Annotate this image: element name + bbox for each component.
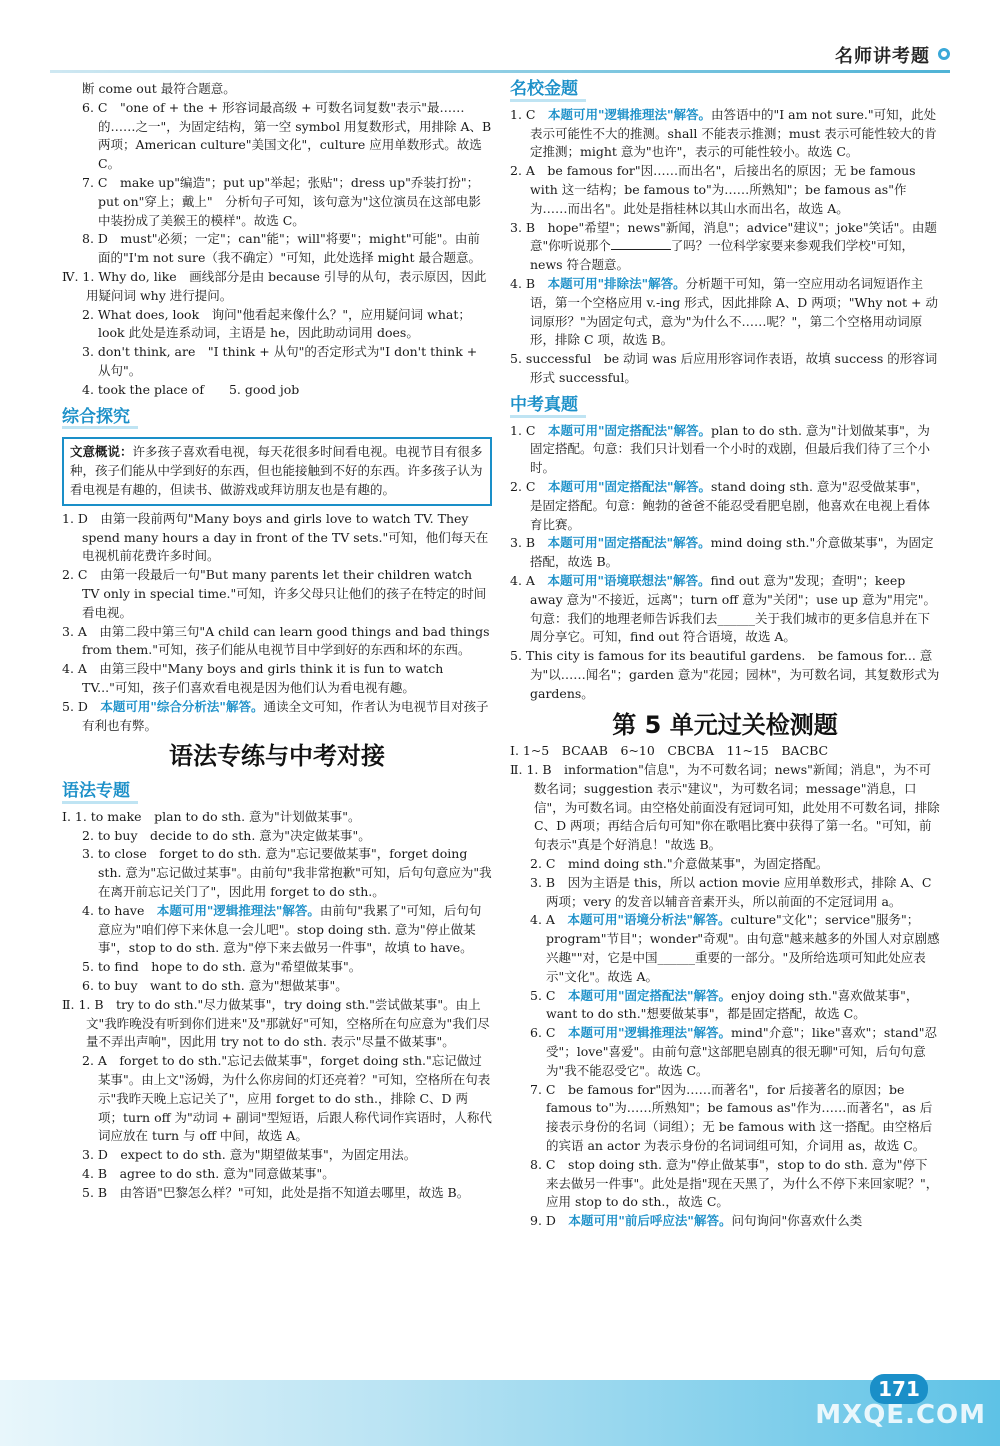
method-highlight: 本题可用"固定搭配法"解答。 [547,535,711,551]
method-highlight: 本题可用"排除法"解答。 [547,275,686,291]
answer-item: 2. A be famous for"因……而出名"，后接出名的原因；无 be famous with 这一结构；be famous to"为……所熟知"；be famous as"作为……而出名"。此处是指桂林以其山水而出名，故选 A。 [510,163,916,216]
mingxiao-answers [510,106,940,219]
answer-5: 5. D 本题可用"综合分析法"解答。通读全文可知，作者认为电视节目对孩子有利也有弊。 [62,698,489,733]
grammar-answers-2 [62,958,492,1202]
answer-item: Ⅰ. 1. to make plan to do sth. 意为"计划做某事"。 [62,808,361,824]
answer-item: 2. C 由第一段最后一句"But many parents let their children watch TV only in special time."可知，许多父母只让他们的孩子在特定的时间看电视。 [62,567,487,620]
answer-item: Ⅱ. 1. B information"信息"，为不可数名词；news"新闻；消息"，为不可数名词；suggestion 表示"建议"，为可数名词；message"消息，口信"，为可数名词。由空格处前面没有冠词可知，此处用不可数名词，排除 C、D 两项；再结合后句可知"你在歌唱比赛中获得了第一名。"可知，前句表示"真是个好消息！"故选 B。 [510,762,940,853]
method-highlight: 本题可用"语境联想法"解答。 [547,572,711,588]
answer-item: 2. C mind doing sth."介意做某事"，为固定搭配。 [530,856,829,872]
grammar-answers [62,808,492,902]
answer-item: 8. D must"必须；一定"；can"能"；will"将要"；might"可能"。由前面的"I'm not sure（我不确定）"可知，此处选择 might 最合题意。 [82,231,481,266]
page-header [0,0,1000,80]
answer-item: Ⅳ. 1. Why do, like 画线部分是由 because 引导的从句，表示原因，因此用疑问词 why 进行提问。 [62,268,487,303]
left-column [62,80,492,1203]
answer-item: 4. A 本题可用"语境联想法"解答。find out 意为"发现；查明"；keep away 意为"不接近，远离"；turn off 意为"关闭"；use up 意为"用完"。句意：我们的地理老师告诉我们去______关于我们城市的更多信息并在下周分享它。可知，find out 符合语境，故选 A。 [510,572,936,645]
answer-item: 5. to find hope to do sth. 意为"希望做某事"。 [82,959,362,975]
answer-item: 2. to buy decide to do sth. 意为"决定做某事"。 [82,827,371,843]
answer-item: 2. A forget to do sth."忘记去做某事"，forget doing sth."忘记做过某事"。由上文"汤姆，为什么你房间的灯还亮着？"可知，空格所在句表示"我昨天晚上忘记关了"，应用 forget to do sth.，排除 C、D 两项；turn off 为"动词 + 副词"型短语，后跟人称代词作宾语时，人称代词应放在 turn 与 off 中间，故选 A。 [82,1053,492,1144]
section-heading-zonghe: 综合探究 [62,408,138,430]
method-highlight: 本题可用"综合分析法"解答。 [100,698,264,714]
reading-answers [62,510,492,698]
answer-item: 断 come out 最符合题意。 [82,81,236,96]
left-top-answers [62,80,492,400]
answer-item: Ⅰ. 1~5 BCAAB 6~10 CBCBA 11~15 BACBC [510,743,829,759]
answer-item: 3. A 由第二段中第三句"A child can learn good things and bad things from them."可知，孩子们能从电视节目中学到好的东西和坏的东西。 [62,623,490,658]
answer-item: 1. C 本题可用"固定搭配法"解答。plan to do sth. 意为"计划做某事"，为固定搭配。句意：我们只计划看一个小时的戏剧，但最后我们待了三个小时。 [510,422,931,476]
answer-item: 6. C 本题可用"逻辑推理法"解答。mind"介意"；like"喜欢"；stand"忍受"；love"喜爱"。由前句意"这部肥皂剧真的很无聊"可知，后句句意为"我不能忍受它"。故选 C。 [530,1025,938,1078]
method-highlight: 本题可用"固定搭配法"解答。 [547,422,711,438]
section-big-title: 语法专练与中考对接 [169,742,385,771]
answer-item: 3. B 本题可用"固定搭配法"解答。mind doing sth."介意做某事"，为固定搭配，故选 B。 [510,535,934,570]
method-highlight: 本题可用"逻辑推理法"解答。 [547,106,711,122]
answer-item: 5. C 本题可用"固定搭配法"解答。enjoy doing sth."喜欢做某事"，want to do sth."想要做某事"，都是固定搭配，故选 C。 [530,987,919,1022]
summary-box [62,437,492,505]
answer-item: 1. D 由第一段前两句"Many boys and girls love to watch TV. They spend many hours a day in front of the TV sets."可知，他们每天在电视机前花费许多时间。 [62,510,489,564]
answer-item: 3. D expect to do sth. 意为"期望做某事"，为固定用法。 [82,1147,417,1163]
mingxiao-item-5: 5. successful be 动词 was 后应用形容词作表语，故填 success 的形容词形式 successful。 [510,351,938,385]
answer-item: 7. C make up"编造"；put up"举起；张贴"；dress up"乔装打扮"；put on"穿上；戴上" 分析句子可知，该句意为"这位演员在这部电影中装扮成了美猴王的模样"。故选 C。 [82,174,481,228]
answer-item: 8. C stop doing sth. 意为"停止做某事"，stop to do sth. 意为"停下来去做另一件事"。此处是指"现在天黑了，为什么不停下来回家呢？"，应用 stop to do sth.，故选 C。 [530,1156,939,1210]
answer-item: 5. B 由答语"巴黎怎么样？"可知，此处是指不知道去哪里，故选 B。 [82,1184,470,1200]
answer-item: 3. to close forget to do sth. 意为"忘记要做某事"，forget doing sth. 意为"忘记做过某事"。由前句"我非常抱歉"可知，后句句意应为"我在离开前忘记关门了"，因此用 forget to do sth.。 [82,846,492,900]
header-dot-icon [938,48,950,60]
section-heading-grammar: 语法专题 [62,782,138,804]
answer-item: 4. A 由第三段中"Many boys and girls think it is fun to watch TV..."可知，孩子们喜欢看电视是因为他们认为看电视有趣。 [62,661,444,695]
method-highlight: 本题可用"前后呼应法"解答。 [568,1213,732,1229]
method-highlight: 本题可用"逻辑推理法"解答。 [156,902,320,918]
section-heading-zhongkao: 中考真题 [510,396,586,418]
answer-item: 1. C 本题可用"逻辑推理法"解答。由答语中的"I am not sure."可知，此处表示可能性不大的推测。shall 不能表示推测；must 表示可能性较大的肯定推测；might 意为"也许"，表示的可能性较小。故选 C。 [510,106,937,160]
right-column [510,80,940,1231]
answer-item: 2. C 本题可用"固定搭配法"解答。stand doing sth. 意为"忍受做某事"，是固定搭配。句意：鲍勃的爸爸不能忍受看肥皂剧，他喜欢在电视上看体育比赛。 [510,478,931,532]
answer-item: 3. B 因为主语是 this，所以 action movie 应用单数形式，排除 A、C 两项；very 的发音以辅音音素开头，所以前面的不定冠词用 a。 [530,874,932,909]
answer-item: 4. A 本题可用"语境分析法"解答。culture"文化"；service"服务"；program"节目"；wonder"奇观"。由句意"越来越多的外国人对京剧感兴趣""对，它是中国______重要的一部分。"及所给选项可知此处应表示"文化"。故选 A。 [530,912,940,984]
unit-test-title: 第 5 单元过关检测题 [612,710,838,739]
method-highlight: 本题可用"语境分析法"解答。 [567,912,731,928]
answer-item: 2. What does, look 询问"他看起来像什么？"，应用疑问词 what；look 此处是连系动词，主语是 he，因此助动词用 does。 [82,306,471,341]
answer-item: 6. to buy want to do sth. 意为"想做某事"。 [82,978,348,994]
answer-item: 5. This city is famous for its beautiful gardens. be famous for... 意为"以……闻名"；garden 意为"花园；园林"，为可数名词，其复数形式为 gardens。 [510,648,940,701]
zhongkao-answers [510,422,940,704]
summary-label: 文意概说： [70,444,133,460]
section-heading-mingxiao: 名校金题 [510,80,586,102]
answer-item: 4. took the place of 5. good job [82,381,300,397]
page-number: 171 [870,1374,928,1404]
mingxiao-item-4: 4. B 本题可用"排除法"解答。分析题干可知，第一空应用动名词短语作主语，第一个空格应用 v.-ing 形式，因此排除 A、D 两项；"Why not + 动词原形？"为固定句式，意为"为什么不……呢？"，第二个空格用动词原形，排除 C 项，故选 B。 [510,275,938,348]
answer-item: Ⅱ. 1. B try to do sth."尽力做某事"，try doing sth."尝试做某事"。由上文"我昨晚没有听到你们进来"及"那就好"可知，空格所在句应意为"我们尽量不弄出声响"，因此用 try not to do sth. 表示"尽量不做某事"。 [62,996,490,1050]
method-highlight: 本题可用"固定搭配法"解答。 [547,478,711,494]
header-rule [50,70,950,73]
mingxiao-item-3: 3. B hope"希望"；news"新闻，消息"；advice"建议"；joke"笑话"。由题意"你听说那个 了吗？一位科学家要来参观我们学校"可知，news 符合题意。 [510,219,937,273]
answer-item: 3. don't think, are "I think + 从句"的否定形式为"I don't think + 从句"。 [82,344,478,378]
header-title: 名师讲考题 [835,46,930,67]
answer-item: 7. C be famous for"因为……而著名"，for 后接著名的原因；be famous to"为……所熟知"；be famous as"作为……而著名"，as 后接表示身份的名词（词组）；无 be famous with 这一搭配。由空格后的宾语 an actor 为表示身份的名词词组可知，介词用 as，故选 C。 [530,1081,933,1154]
method-highlight: 本题可用"固定搭配法"解答。 [567,987,731,1003]
grammar-item-4: 4. to have 本题可用"逻辑推理法"解答。由前句"我累了"可知，后句句意应为"咱们停下来休息一会儿吧"。stop doing sth. 意为"停止做某事"，stop to do sth. 意为"停下来去做另一件事"，故填 to have。 [82,902,482,956]
summary-text: 许多孩子喜欢看电视，每天花很多时间看电视。电视节目有很多种，孩子们能从中学到好的东西，但也能接触到不好的东西。许多孩子认为看电视是有趣的，但读书、做游戏或拜访朋友也是有趣的。 [70,444,483,497]
method-highlight: 本题可用"逻辑推理法"解答。 [567,1025,731,1041]
answer-item: 6. C "one of + the + 形容词最高级 + 可数名词复数"表示"最……的……之一"，为固定结构，第一空 symbol 用复数形式，用排除 A、B 两项；American culture"美国文化"，culture 应用单数形式。故选 C。 [82,99,492,172]
fill-blank [611,238,671,250]
answer-item: 9. D 本题可用"前后呼应法"解答。问句询问"你喜欢什么类 [530,1213,863,1229]
unit-test-answers [510,742,940,1231]
answer-item: 4. B agree to do sth. 意为"同意做某事"。 [82,1166,335,1182]
watermark: MXQE.COM [815,1400,986,1430]
